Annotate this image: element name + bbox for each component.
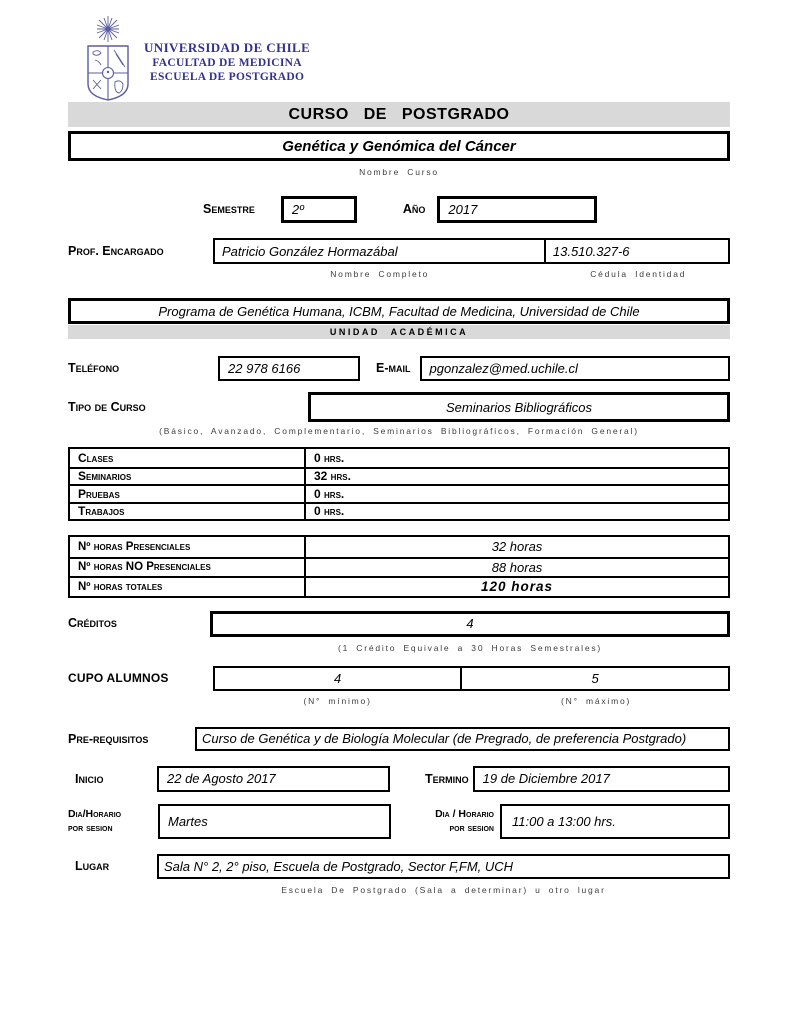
professor-row [68, 238, 730, 264]
row-value: 0 hrs. [314, 450, 345, 465]
end-label: Termino [425, 771, 469, 786]
start-date-field[interactable] [157, 766, 390, 792]
hours-field[interactable] [306, 469, 728, 485]
prerequisites-label: Pre-requisitos [68, 731, 149, 746]
form-title: CURSO DE POSTGRADO [68, 102, 730, 127]
location-label: Lugar [75, 858, 110, 873]
start-end-row [68, 766, 730, 792]
course-name-value: Genética y Genómica del Cáncer [282, 137, 516, 155]
email-label: E-mail [376, 361, 411, 375]
table-row [70, 467, 728, 485]
credits-field[interactable] [210, 611, 730, 637]
enrollment-label: CUPO ALUMNOS [68, 670, 169, 685]
course-type-label: Tipo de Curso [68, 400, 146, 414]
course-type-caption: (Básico, Avanzado, Complementario, Seminarios Bibliográficos, Formación General) [159, 426, 639, 436]
session-time-label-line1: Dia / Horario [435, 808, 494, 821]
phone-value: 22 978 6166 [228, 360, 301, 376]
hours-field[interactable] [306, 537, 728, 557]
university-crest-icon [82, 14, 134, 104]
table-row [70, 449, 728, 467]
course-name-caption: Nombre Curso [359, 167, 439, 177]
year-label: Año [402, 202, 426, 216]
enrollment-min-field[interactable] [215, 668, 462, 689]
enrollment-row [68, 666, 730, 706]
row-label: Clases [78, 450, 114, 465]
professor-name-value: Patricio González Hormazábal [222, 243, 398, 259]
professor-name-caption: Nombre Completo [330, 269, 430, 279]
enrollment-max-caption: (N° máximo) [561, 695, 632, 706]
table-row [70, 576, 728, 596]
row-value: 120 horas [480, 579, 554, 595]
professor-captions [213, 269, 730, 279]
professor-id-value: 13.510.327-6 [552, 243, 630, 259]
enrollment-min-value: 4 [334, 670, 342, 686]
hours-field[interactable] [306, 449, 728, 467]
enrollment-max-field[interactable] [462, 668, 728, 689]
course-type-field[interactable] [308, 392, 730, 422]
row-label: Nº horas totales [78, 580, 163, 593]
session-day-label-line1: Dia/Horario [68, 808, 122, 821]
session-time-field[interactable] [500, 804, 730, 839]
hours-field[interactable] [306, 559, 728, 577]
session-time-label [406, 808, 494, 834]
semester-field[interactable] [281, 196, 357, 223]
table-row [70, 484, 728, 502]
row-value: 0 hrs. [314, 504, 345, 519]
semester-value: 2º [291, 201, 304, 217]
row-label: Nº horas Presenciales [78, 540, 191, 553]
hours-field[interactable] [306, 578, 728, 596]
academic-unit-caption: UNIDAD ACADÉMICA [68, 325, 730, 339]
row-value: 32 horas [491, 539, 543, 555]
enrollment-max-value: 5 [591, 670, 599, 686]
location-value: Sala N° 2, 2° piso, Escuela de Postgrado, Sector F,FM, UCH [164, 858, 514, 874]
location-column [157, 854, 730, 895]
table-row [70, 557, 728, 577]
credits-caption: (1 Crédito Equivale a 30 Horas Semestrales) [337, 642, 603, 653]
table-row [70, 502, 728, 520]
prerequisites-value: Curso de Genética y de Biología Molecular (de Pregrado, de preferencia Postgrado) [202, 731, 687, 746]
enrollment-min-caption: (N° mínimo) [303, 695, 372, 706]
session-time-value: 11:00 a 13:00 hrs. [512, 814, 616, 829]
professor-name-field[interactable] [215, 240, 546, 262]
course-name-field[interactable] [68, 131, 730, 161]
hours-totals-table [68, 535, 730, 598]
enrollment-fields [213, 666, 730, 691]
academic-unit-value: Programa de Genética Humana, ICBM, Facultad de Medicina, Universidad de Chile [158, 303, 640, 319]
phone-field[interactable] [218, 356, 360, 381]
row-label: Nº horas NO Presenciales [78, 561, 211, 574]
prerequisites-row [68, 727, 730, 751]
credits-label: Créditos [68, 615, 117, 630]
year-field[interactable] [437, 196, 597, 223]
session-time-label-line2: por sesion [449, 821, 494, 834]
prerequisites-field[interactable] [195, 727, 730, 751]
start-date-value: 22 de Agosto 2017 [167, 771, 276, 786]
location-field[interactable] [157, 854, 730, 879]
semester-label: Semestre [203, 202, 255, 216]
end-date-value: 19 de Diciembre 2017 [482, 771, 610, 786]
phone-label: Teléfono [68, 361, 120, 375]
row-label: Seminarios [78, 469, 132, 484]
year-value: 2017 [448, 201, 478, 217]
row-value: 32 hrs. [314, 469, 351, 484]
email-field[interactable] [420, 356, 731, 381]
session-schedule-row [68, 804, 730, 840]
faculty-name: FACULTAD DE MEDICINA [152, 57, 302, 69]
end-date-field[interactable] [473, 766, 730, 792]
table-row [70, 537, 728, 557]
phone-email-row [68, 355, 730, 381]
university-name-block [144, 40, 310, 85]
hours-field[interactable] [306, 486, 728, 502]
academic-unit-field[interactable] [68, 298, 730, 324]
email-value: pgonzalez@med.uchile.cl [429, 360, 578, 376]
row-value: 88 horas [491, 559, 543, 575]
enrollment-captions [213, 696, 730, 706]
row-value: 0 hrs. [314, 486, 345, 501]
university-header [82, 0, 730, 92]
professor-label: Prof. Encargado [68, 244, 164, 258]
location-caption: Escuela De Postgrado (Sala a determinar) u otro lugar [281, 884, 606, 895]
location-row [68, 854, 730, 895]
school-name: ESCUELA DE POSTGRADO [149, 71, 305, 84]
session-day-label [68, 808, 158, 834]
hours-breakdown-table [68, 447, 730, 521]
professor-fields [213, 238, 730, 264]
course-type-value: Seminarios Bibliográficos [446, 399, 592, 415]
hours-field[interactable] [306, 504, 728, 520]
professor-id-caption: Cédula Identidad [590, 269, 687, 279]
credits-column [210, 611, 730, 653]
session-day-field[interactable] [158, 804, 391, 839]
credits-row [68, 611, 730, 653]
semester-year-row [68, 195, 730, 223]
professor-id-field[interactable] [546, 240, 728, 262]
start-label: Inicio [75, 771, 104, 786]
session-day-label-line2: por sesion [68, 821, 113, 834]
course-type-row [68, 392, 730, 422]
row-label: Pruebas [78, 486, 120, 501]
enrollment-column [213, 666, 730, 706]
university-name: UNIVERSIDAD DE CHILE [144, 40, 311, 55]
row-label: Trabajos [78, 504, 125, 519]
session-day-value: Martes [168, 814, 208, 829]
credits-value: 4 [466, 616, 474, 631]
